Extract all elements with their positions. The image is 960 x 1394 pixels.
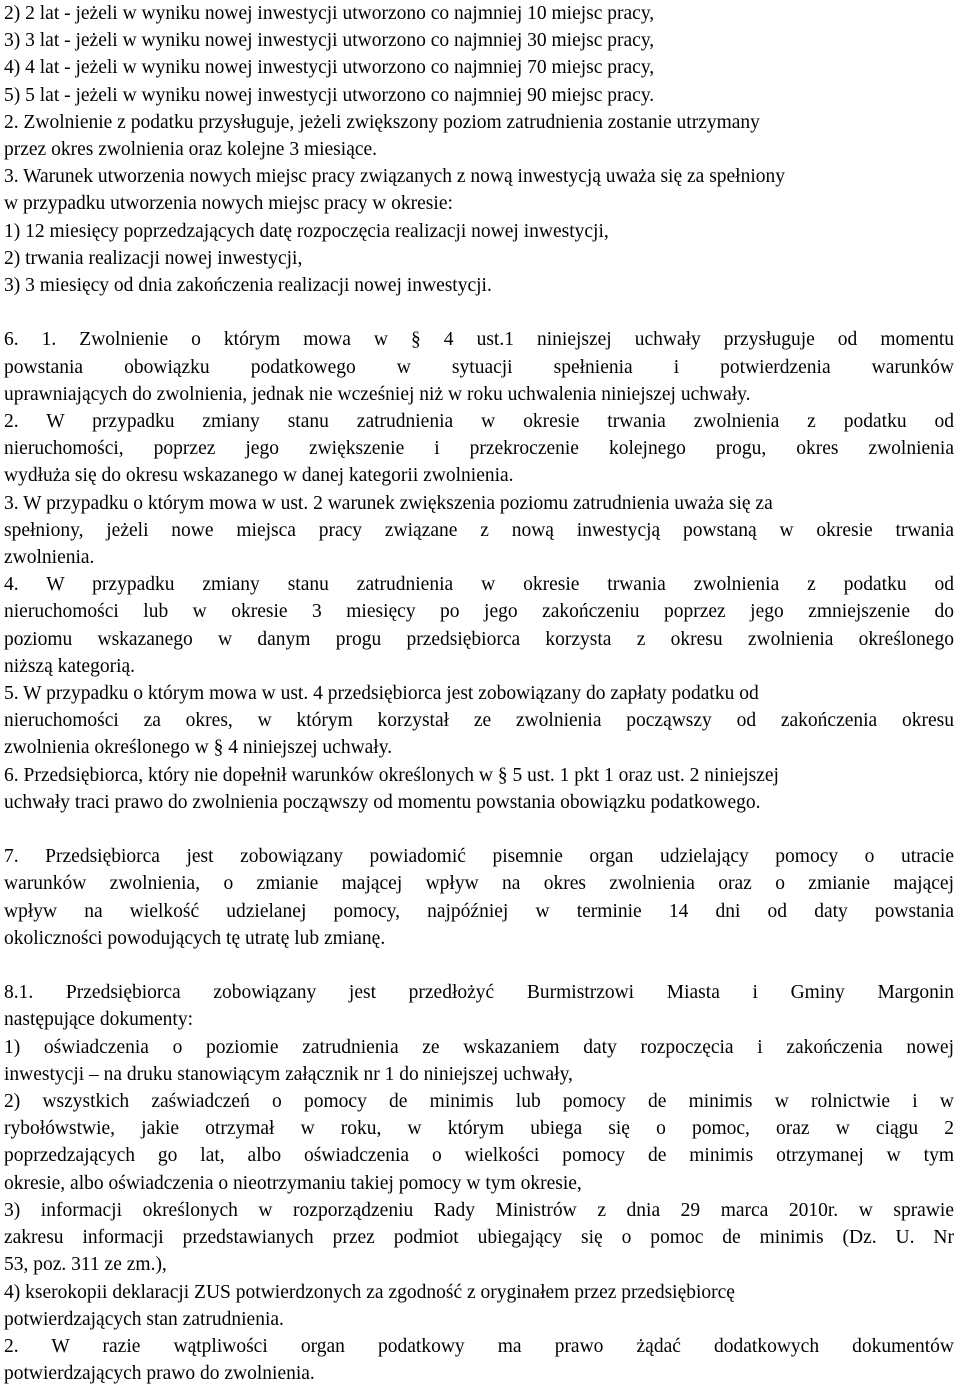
text-line: poprzedzających go lat, albo oświadczenia o wielkości pomocy de minimis otrzymanej w tym xyxy=(4,1145,954,1167)
text-line: 2) 2 lat - jeżeli w wyniku nowej inwestycji utworzono co najmniej 10 miejsc pracy, xyxy=(4,3,655,24)
text-line: 4) 4 lat - jeżeli w wyniku nowej inwestycji utworzono co najmniej 70 miejsc pracy, xyxy=(4,57,655,79)
text-line: spełniony, jeżeli nowe miejsca pracy związane z nową inwestycją powstaną w okresie trwania xyxy=(4,519,954,541)
text-line: 1) 12 miesięcy poprzedzających datę rozpoczęcia realizacji nowej inwestycji, xyxy=(4,220,609,242)
text-line: 6. 1. Zwolnienie o którym mowa w § 4 ust.1 niniejszej uchwały przysługuje od momentu xyxy=(4,329,954,351)
text-line: poziomu wskazanego w danym progu przedsiębiorca korzysta z okresu zwolnienia określonego xyxy=(4,628,954,650)
text-line: zwolnienia. xyxy=(4,547,95,569)
text-line: 5) 5 lat - jeżeli w wyniku nowej inwestycji utworzono co najmniej 90 miejsc pracy. xyxy=(4,84,655,106)
text-line: wpływ na wielkość udzielanej pomocy, najpóźniej w terminie 14 dni od daty powstania xyxy=(4,900,954,922)
text-line: 2. Zwolnienie z podatku przysługuje, jeżeli zwiększony poziom zatrudnienia zostanie utrzymany xyxy=(4,111,760,133)
text-line: 7. Przedsiębiorca jest zobowiązany powiadomić pisemnie organ udzielający pomocy o utracie xyxy=(4,846,954,868)
text-line: potwierdzających prawo do zwolnienia. xyxy=(4,1363,315,1385)
text-line: potwierdzających stan zatrudnienia. xyxy=(4,1308,284,1330)
text-line: powstania obowiązku podatkowego w sytuacji spełnienia i potwierdzenia warunków xyxy=(4,356,954,378)
text-line: wydłuża się do okresu wskazanego w danej kategorii zwolnienia. xyxy=(4,465,514,487)
text-line: 2) wszystkich zaświadczeń o pomocy de minimis lub pomocy de minimis w rolnictwie i w xyxy=(4,1091,954,1113)
text-line: w przypadku utworzenia nowych miejsc pracy w okresie: xyxy=(4,193,453,215)
blank-line xyxy=(4,816,960,843)
text-line: 53, poz. 311 ze zm.), xyxy=(4,1254,167,1276)
text-line: 2. W przypadku zmiany stanu zatrudnienia w okresie trwania zwolnienia z podatku od xyxy=(4,411,954,433)
text-line: 2) trwania realizacji nowej inwestycji, xyxy=(4,247,303,269)
text-line: następujące dokumenty: xyxy=(4,1009,193,1031)
text-line: 3) 3 miesięcy od dnia zakończenia realizacji nowej inwestycji. xyxy=(4,275,492,297)
blank-line xyxy=(4,952,960,979)
blank-line xyxy=(4,299,960,326)
text-line: 2. W razie wątpliwości organ podatkowy ma prawo żądać dodatkowych dokumentów xyxy=(4,1335,954,1357)
text-line: 3. W przypadku o którym mowa w ust. 2 warunek zwiększenia poziomu zatrudnienia uważa się za xyxy=(4,492,773,514)
text-line: inwestycji – na druku stanowiącym załącznik nr 1 do niniejszej uchwały, xyxy=(4,1063,573,1085)
text-line: 5. W przypadku o którym mowa w ust. 4 przedsiębiorca jest zobowiązany do zapłaty podatku od xyxy=(4,683,759,705)
text-line: 3) 3 lat - jeżeli w wyniku nowej inwestycji utworzono co najmniej 30 miejsc pracy, xyxy=(4,30,655,52)
text-line: 1) oświadczenia o poziomie zatrudnienia ze wskazaniem daty rozpoczęcia i zakończenia nowej xyxy=(4,1036,954,1058)
text-line: 3) informacji określonych w rozporządzeniu Rady Ministrów z dnia 29 marca 2010r. w sprawie xyxy=(4,1199,954,1221)
text-line: zwolnienia określonego w § 4 niniejszej uchwały. xyxy=(4,737,393,759)
text-line: 8.1. Przedsiębiorca zobowiązany jest przedłożyć Burmistrzowi Miasta i Gminy Margonin xyxy=(4,982,954,1004)
text-line: zakresu informacji przedstawianych przez podmiot ubiegający się o pomoc de minimis (Dz. U. Nr xyxy=(4,1227,954,1249)
text-line: niższą kategorią. xyxy=(4,655,136,677)
text-line: nieruchomości, poprzez jego zwiększenie i przekroczenie kolejnego progu, okres zwolnienia xyxy=(4,438,954,460)
text-line: nieruchomości za okres, w którym korzystał ze zwolnienia począwszy od zakończenia okresu xyxy=(4,710,954,732)
text-line: nieruchomości lub w okresie 3 miesięcy po jego zakończeniu poprzez jego zmniejszenie do xyxy=(4,601,954,623)
text-line: 4. W przypadku zmiany stanu zatrudnienia w okresie trwania zwolnienia z podatku od xyxy=(4,574,954,596)
text-line: 6. Przedsiębiorca, który nie dopełnił warunków określonych w § 5 ust. 1 pkt 1 oraz ust. 2 niniejszej xyxy=(4,764,779,786)
text-line: okresie, albo oświadczenia o nieotrzymaniu takiej pomocy w tym okresie, xyxy=(4,1172,582,1194)
text-line: przez okres zwolnienia oraz kolejne 3 miesiące. xyxy=(4,139,378,161)
text-line: okoliczności powodujących tę utratę lub zmianę. xyxy=(4,927,386,949)
text-line: 4) kserokopii deklaracji ZUS potwierdzonych za zgodność z oryginałem przez przedsiębiorcę xyxy=(4,1281,735,1303)
text-line: uchwały traci prawo do zwolnienia począwszy od momentu powstania obowiązku podatkowego. xyxy=(4,791,761,813)
text-line: warunków zwolnienia, o zmianie mającej wpływ na okres zwolnienia oraz o zmianie mającej xyxy=(4,873,954,895)
text-line: rybołówstwie, jakie otrzymał w roku, w którym ubiega się o pomoc, oraz w ciągu 2 xyxy=(4,1118,954,1140)
text-line: 3. Warunek utworzenia nowych miejsc pracy związanych z nową inwestycją uważa się za spełniony xyxy=(4,166,786,188)
text-line: uprawniających do zwolnienia, jednak nie wcześniej niż w roku uchwalenia niniejszej uchwały. xyxy=(4,383,751,405)
